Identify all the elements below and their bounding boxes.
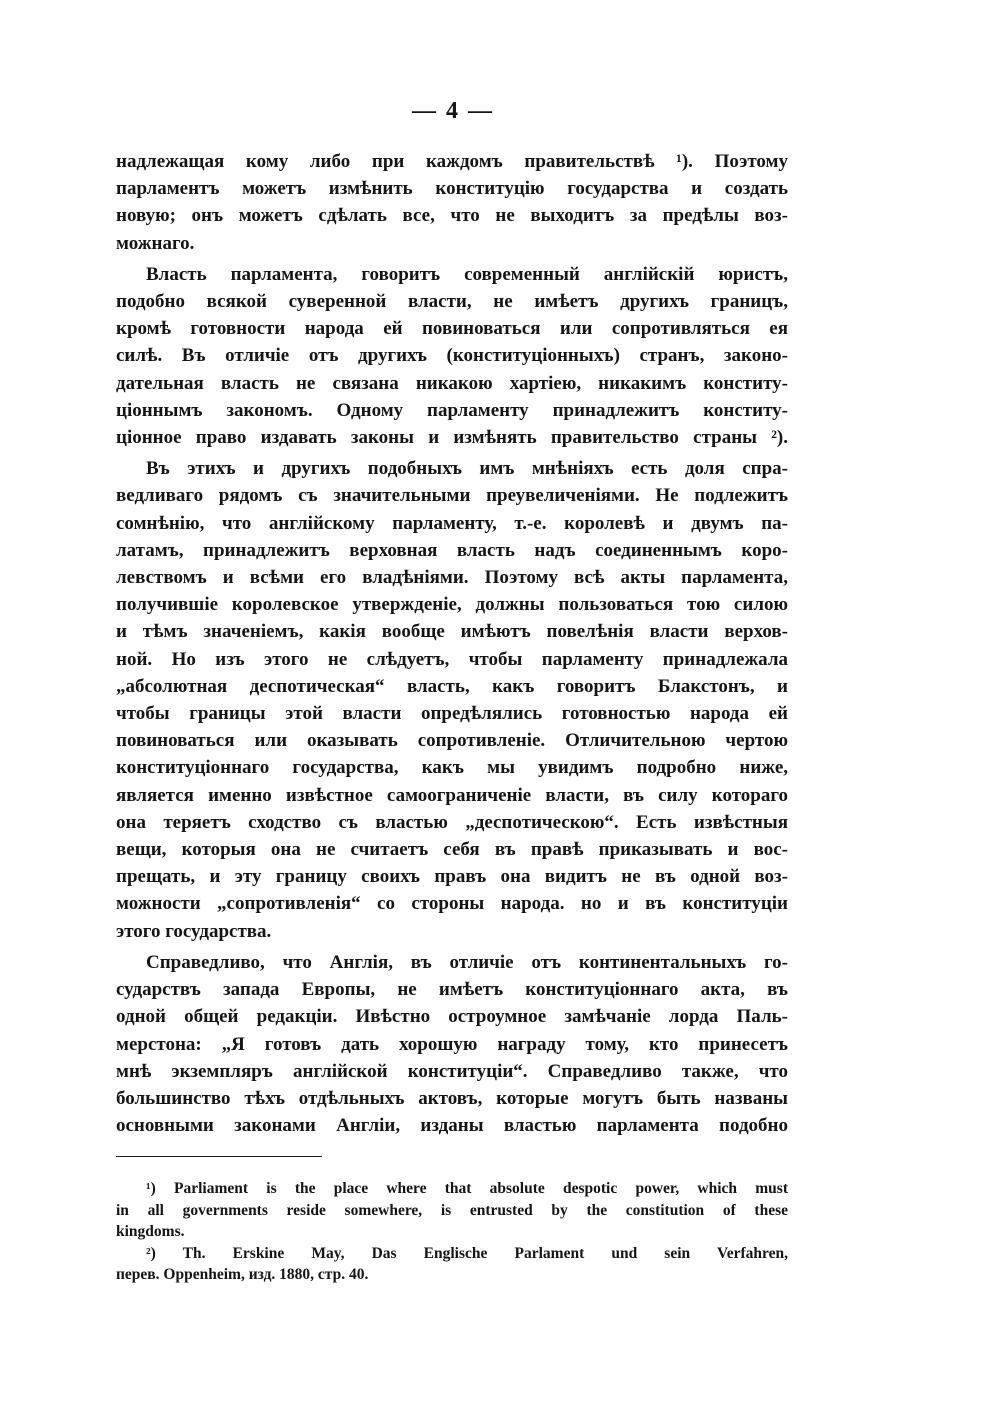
- footnote-line: kingdoms.: [116, 1223, 185, 1240]
- text-line: получившіе королевское утвержденіе, должны пользоваться тою силою: [116, 594, 788, 616]
- paragraph-1: [116, 148, 788, 257]
- text-line: дательная власть не связана никакою хартіею, никакимъ конститу-: [116, 372, 788, 394]
- text-line: ной. Но изъ этого не слѣдуетъ, чтобы парламенту принадлежала: [116, 648, 788, 670]
- footnotes: [116, 1178, 788, 1286]
- paragraph-4: [116, 949, 788, 1139]
- text-line: ведливаго рядомъ съ значительными преувеличеніями. Не подлежитъ: [116, 485, 788, 507]
- footnote-line: ²) Th. Erskine May, Das Englische Parlament und sein Verfahren,: [146, 1244, 788, 1262]
- text-line: прещать, и эту границу своихъ правъ она видитъ не въ одной воз-: [116, 866, 788, 888]
- text-line: подобно всякой суверенной власти, не имѣетъ другихъ границъ,: [116, 291, 788, 313]
- page-number: — 4 —: [412, 98, 494, 124]
- text-line: основными законами Англіи, изданы властью парламента подобно: [116, 1115, 788, 1137]
- text-line: латамъ, принадлежитъ верховная власть надъ соединеннымъ коро-: [116, 539, 788, 561]
- text-line: вещи, которыя она не считаетъ себя въ правѣ приказывать и вос-: [116, 839, 788, 861]
- text-line: Въ этихъ и другихъ подобныхъ имъ мнѣніяхъ есть доля спра-: [146, 458, 788, 480]
- text-line: сударствъ запада Европы, не имѣетъ конституціоннаго акта, въ: [116, 979, 788, 1001]
- text-line: сомнѣнію, что англійскому парламенту, т.-е. королевѣ и двумъ па-: [116, 512, 788, 534]
- footnote-line: перев. Oppenheim, изд. 1880, стр. 40.: [116, 1266, 369, 1283]
- footnote-1: [116, 1178, 788, 1243]
- footnote-divider: [116, 1156, 322, 1157]
- footnote-line: ¹) Parliament is the place where that absolute despotic power, which must: [146, 1180, 788, 1197]
- text-line: одной общей редакціи. Ивѣстно остроумное замѣчаніе лорда Паль-: [116, 1006, 788, 1028]
- text-line: силѣ. Въ отличіе отъ другихъ (конституціонныхъ) странъ, законо-: [116, 345, 788, 367]
- text-line: чтобы границы этой власти опредѣлялись готовностью народа ей: [116, 703, 788, 725]
- text-line: и тѣмъ значеніемъ, какія вообще имѣютъ повелѣнія власти верхов-: [116, 621, 788, 643]
- text-line: „абсолютная деспотическая“ власть, какъ говоритъ Блакстонъ, и: [116, 675, 788, 697]
- text-line: повиноваться или оказывать сопротивленіе. Отличительною чертою: [116, 730, 788, 752]
- text-line: Власть парламента, говоритъ современный англійскій юристъ,: [146, 263, 788, 285]
- text-line: конституціоннаго государства, какъ мы увидимъ подробно ниже,: [116, 757, 788, 779]
- text-line: левствомъ и всѣми его владѣніями. Поэтому всѣ акты парламента,: [116, 567, 788, 589]
- text-line: большинство тѣхъ отдѣльныхъ актовъ, которые могутъ быть названы: [116, 1087, 788, 1109]
- text-line: мерстона: „Я готовъ дать хорошую награду тому, кто принесетъ: [116, 1033, 788, 1055]
- text-line: Справедливо, что Англія, въ отличіе отъ континентальныхъ го-: [146, 951, 788, 973]
- main-text: [116, 148, 788, 1143]
- paragraph-2: [116, 261, 788, 451]
- text-line: ціонное право издавать законы и измѣнять правительство страны ²).: [116, 427, 788, 449]
- footnote-2: [116, 1243, 788, 1286]
- text-line: этого государства.: [116, 920, 272, 942]
- text-line: кромѣ готовности народа ей повиноваться или сопротивляться ея: [116, 318, 788, 340]
- paragraph-3: [116, 455, 788, 945]
- text-line: парламентъ можетъ измѣнить конституцію государства и создать: [116, 178, 788, 200]
- text-line: можнаго.: [116, 232, 195, 254]
- text-line: она теряетъ сходство съ властью „деспотическою“. Есть извѣстныя: [116, 811, 788, 833]
- footnote-line: in all governments reside somewhere, is entrusted by the constitution of these: [116, 1201, 788, 1219]
- text-line: надлежащая кому либо при каждомъ правительствѣ ¹). Поэтому: [116, 151, 788, 172]
- text-line: новую; онъ можетъ сдѣлать все, что не выходитъ за предѣлы воз-: [116, 205, 788, 227]
- text-line: ціоннымъ закономъ. Одному парламенту принадлежитъ конститу-: [116, 399, 788, 421]
- text-line: является именно извѣстное самоограниченіе власти, въ силу котораго: [116, 784, 788, 806]
- text-line: мнѣ экземпляръ англійской конституціи“. Справедливо также, что: [116, 1060, 788, 1082]
- text-line: можности „сопротивленія“ со стороны народа. но и въ конституціи: [116, 893, 788, 915]
